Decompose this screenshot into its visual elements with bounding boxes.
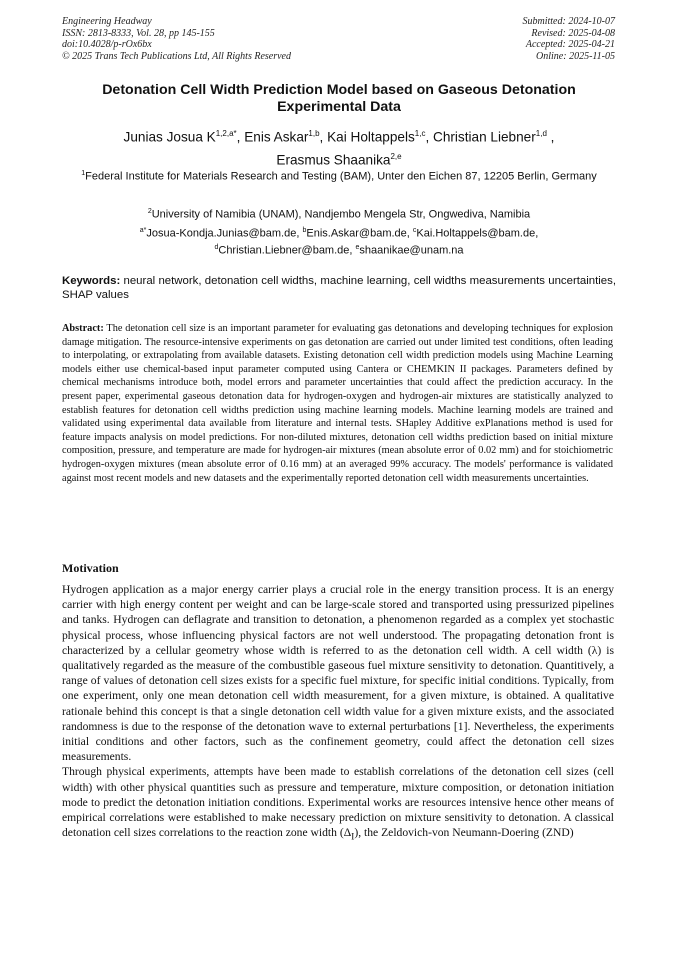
email-link[interactable]: Kai.Holtappels@bam.de, bbox=[416, 227, 539, 240]
date-revised: Revised: 2025-04-08 bbox=[531, 27, 615, 39]
journal-issn: ISSN: 2813-8333, Vol. 28, pp 145-155 bbox=[62, 27, 215, 39]
journal-doi: doi:10.4028/p-rOx6bx bbox=[62, 39, 152, 50]
section-body bbox=[62, 582, 614, 845]
section-heading: Motivation bbox=[62, 561, 119, 575]
publication-dates bbox=[523, 16, 616, 62]
email-mark: d bbox=[214, 243, 219, 251]
journal-copyright: © 2025 Trans Tech Publications Ltd, All Rights Reserved bbox=[62, 50, 291, 62]
author-affiliation-mark: 1,2,a* bbox=[215, 129, 237, 138]
author-affiliation-mark: 1,d bbox=[535, 129, 547, 138]
author-name: Kai Holtappels bbox=[327, 129, 415, 145]
author-name: Erasmus Shaanika bbox=[276, 152, 391, 168]
journal-info bbox=[62, 16, 291, 62]
paper-title: Detonation Cell Width Prediction Model based on Gaseous Detonation Experimental Data bbox=[102, 82, 576, 115]
email-link[interactable]: Enis.Askar@bam.de, bbox=[306, 227, 413, 240]
email-link[interactable]: shaanikae@unam.na bbox=[359, 244, 464, 257]
affiliation bbox=[62, 167, 616, 184]
email-mark: c bbox=[412, 227, 417, 234]
abstract bbox=[62, 322, 613, 485]
abstract-label: Abstract: bbox=[62, 323, 104, 334]
affiliation-text: University of Namibia (UNAM), Nandjembo Mengela Str, Ongwediva, Namibia bbox=[151, 208, 531, 221]
abstract-text: The detonation cell size is an important parameter for evaluating gas detonations and developing techniques for explosion damage mitigation. The resource-intensive experiments on gas detonation are carried out under limited test conditions, often leading to interpolating, or extrapolating from available datasets. Existing detonation cell width prediction models using Machine Learning models either use chemical-based input parameter computed using Cantera or CHEMKIN II packages. Parameters defined by chemical mechanisms introduce both, model errors and parameter uncertainties that could affect the prediction accuracy. In the present paper, experimental gaseous detonation data for hydrogen-oxygen and hydrogen-air mixtures are statistically analyzed to establish features for detonation cell widths prediction using machine learning models. Machine learning models are trained and validated using experimental data available from literature and internal tests. SHapley Additive exPlanations method is used for feature impacts analysis on model predictions. For non-diluted mixtures, detonation cell widths prediction based on initial mixture composition, pressure, and temperature are made for hydrogen-air mixtures (mean absolute error of 0.02 mm) and for stoichiometric hydrogen-oxygen mixtures (mean absolute error of 0.16 mm) at an averaged 99% accuracy. The models' performance is validated against most recent models and new datasets and the experimentally reported detonation cell width measurements uncertainties. bbox=[62, 323, 613, 484]
email-mark: b bbox=[302, 227, 307, 234]
author-name: Christian Liebner bbox=[433, 129, 536, 145]
affiliation-mark: 2 bbox=[147, 208, 152, 215]
paragraph: Hydrogen application as a major energy carrier plays a crucial role in the energy transition process. It is an energy carrier with high energy content per weight and can be large-scale stored and transported using pressurized pipelines and tanks. Hydrogen can deflagrate and transition to detonation, a phenomenon regarded as a complex yet stochastic physical process, whose influencing physical factors are not well understood. The propagating detonation front is characterized by a cellular geometry whose width is referred to as the detonation cell width. A cell width (λ) is qualitatively regarded as the measure of the combustible gaseous fuel mixture sensitivity to detonation. Quantitively, a range of values of detonation cell sizes exists for a specific fuel mixture, for specific initial conditions. Typically, from one experiment, only one mean detonation cell width measurement, for a given mixture, is obtained. A qualitative rationale behind this concept is that a single detonation cell width value for a given mixture exists, and the associated randomness is due to the response of the detonation wave to external perturbations [1]. Nevertheless, the experiments initial conditions and other factors, such as the confinement geometry, could affect the detonation cell sizes measurements. bbox=[62, 583, 614, 764]
paragraph-text: Through physical experiments, attempts have been made to establish correlations of the detonation cell sizes (cell width) with other physical quantities such as pressure and temperature, mixture composition, or detonation initiation mode to predict the detonation initiation conditions. Experimental works are resources intensive hence other means of empirical correlations were established to make necessary prediction on mixture sensitivity to detonation. A classical detonation cell sizes correlations to the reaction zone width (Δ bbox=[62, 765, 614, 840]
author-separator: , bbox=[319, 129, 328, 145]
keywords-label: Keywords: bbox=[62, 275, 121, 287]
paragraph bbox=[62, 764, 614, 844]
affiliation-mark: 1 bbox=[81, 170, 86, 177]
journal-name: Engineering Headway bbox=[62, 16, 152, 27]
keywords-text: neural network, detonation cell widths, machine learning, cell widths measurements uncertainties, SHAP values bbox=[62, 275, 616, 301]
author-affiliation-mark: 2,e bbox=[390, 151, 402, 161]
affiliation-text: Federal Institute for Materials Research and Testing (BAM), Unter den Eichen 87, 12205 Berlin, Germany bbox=[85, 170, 597, 183]
author-name: Enis Askar bbox=[244, 129, 309, 145]
author-emails bbox=[62, 224, 616, 257]
author-separator: , bbox=[236, 129, 245, 145]
author-affiliation-mark: 1,b bbox=[308, 129, 320, 138]
date-submitted: Submitted: 2024-10-07 bbox=[522, 16, 615, 27]
date-accepted: Accepted: 2025-04-21 bbox=[525, 39, 615, 50]
email-mark: e bbox=[355, 243, 360, 251]
email-link[interactable]: Josua-Kondja.Junias@bam.de, bbox=[146, 227, 303, 240]
subscript: I bbox=[351, 831, 355, 843]
author-separator: , bbox=[425, 129, 433, 145]
email-link[interactable]: Christian.Liebner@bam.de, bbox=[218, 244, 356, 257]
author-separator: , bbox=[546, 129, 555, 145]
date-online: Online: 2025-11-05 bbox=[536, 50, 615, 62]
paragraph-text: ), the Zeldovich-von Neumann-Doering (ZND) bbox=[354, 826, 574, 840]
keywords bbox=[62, 274, 616, 302]
author-list bbox=[62, 124, 616, 169]
affiliation bbox=[62, 205, 616, 222]
email-mark: a* bbox=[139, 227, 147, 234]
author-name: Junias Josua K bbox=[123, 129, 216, 145]
author-affiliation-mark: 1,c bbox=[414, 129, 426, 138]
